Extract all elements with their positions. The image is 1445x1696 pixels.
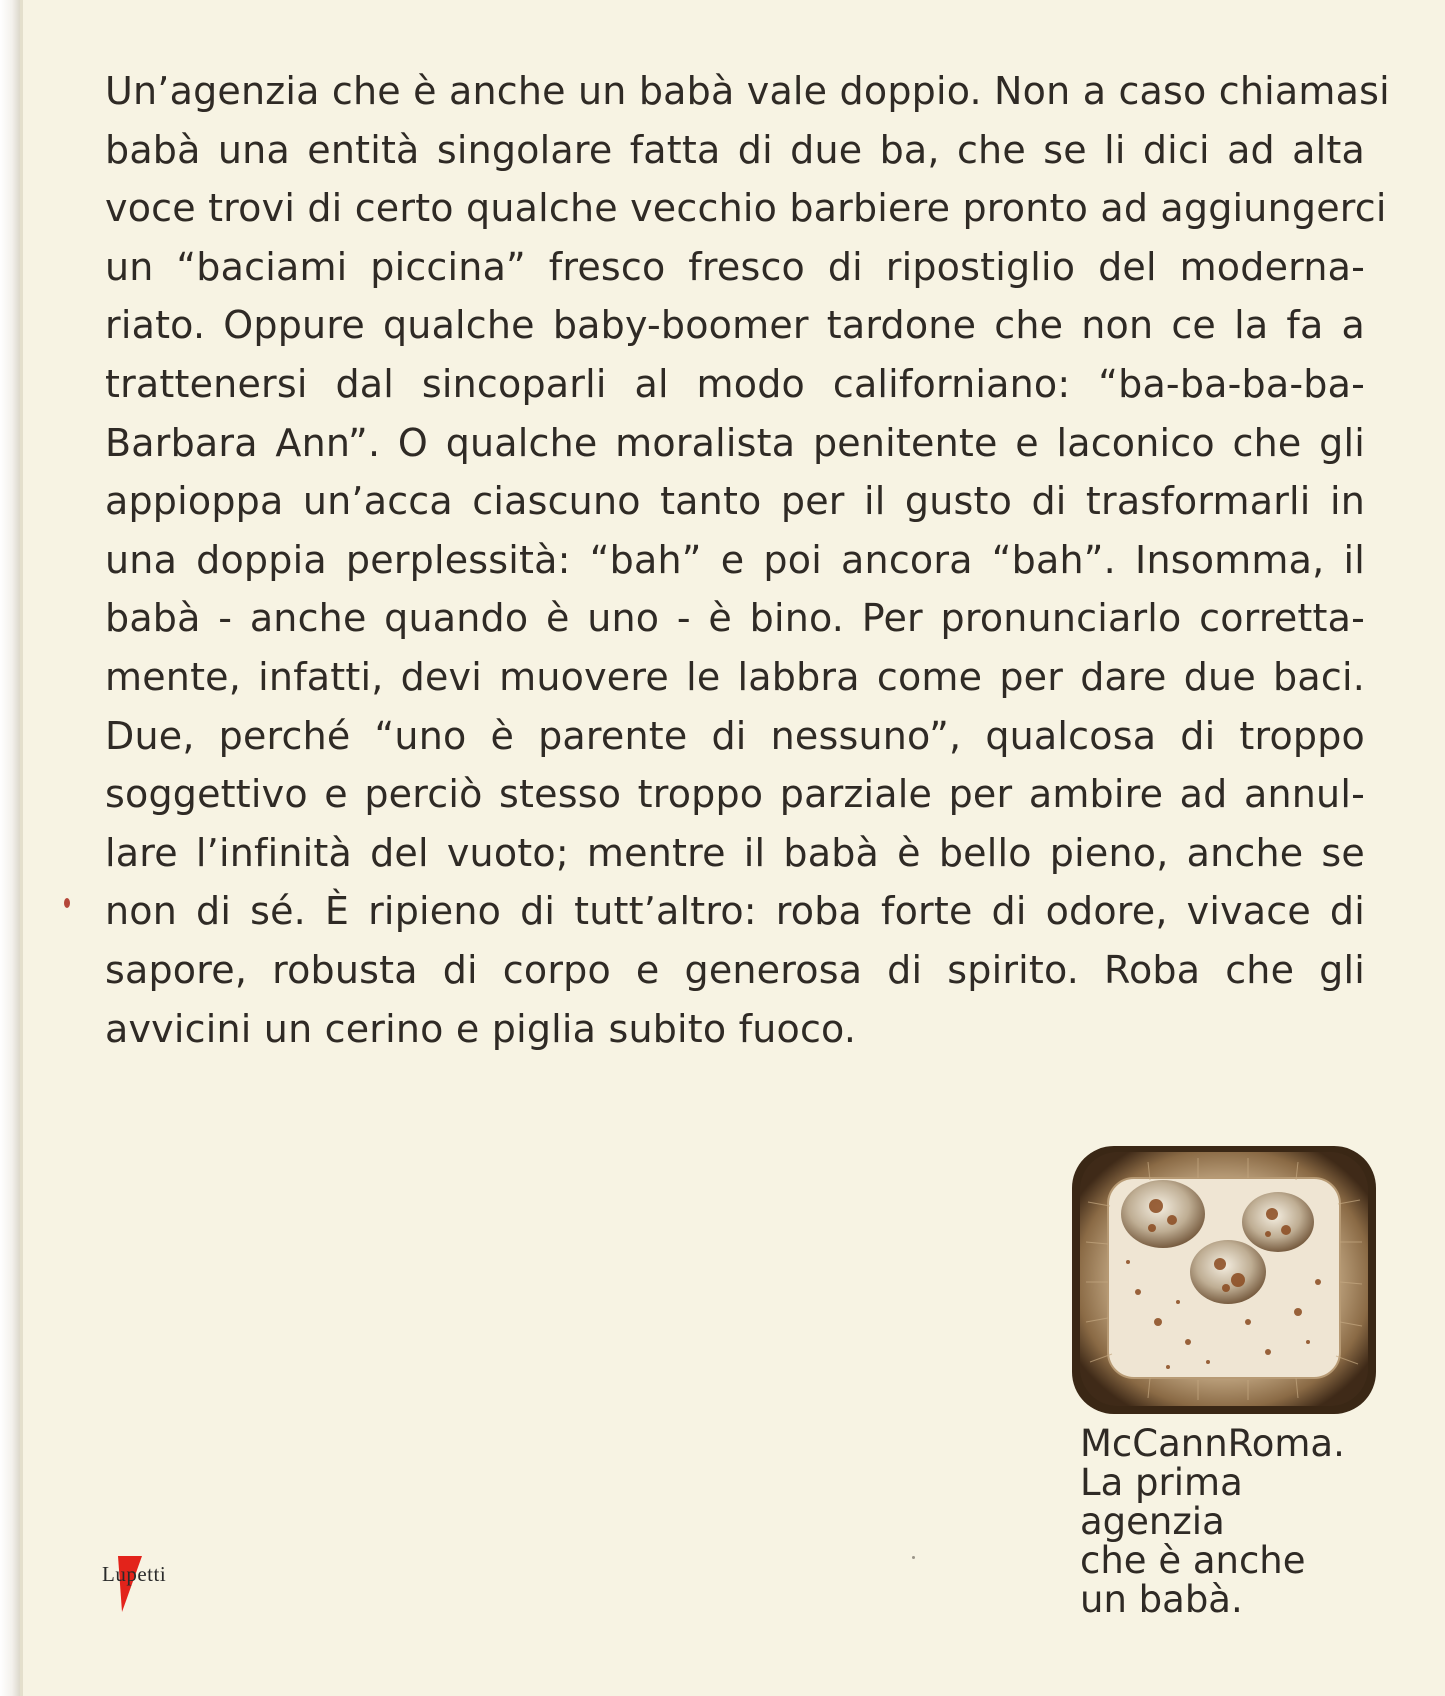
text-line: un “baciami piccina” fresco fresco di ripostiglio del moderna- [105, 244, 1365, 289]
text-line: soggettivo e perciò stesso troppo parziale per ambire ad annul- [105, 772, 1365, 817]
publisher-logo [100, 1554, 210, 1624]
text-line: babà una entità singolare fatta di due ba, che se li dici ad alta [105, 127, 1365, 172]
text-line: avvicini un cerino e piglia subito fuoco. [105, 1006, 857, 1051]
tagline-line: McCannRoma. [1080, 1422, 1345, 1465]
body-paragraph [105, 62, 1390, 1058]
text-line: appioppa un’acca ciascuno tanto per il gusto di trasformarli in [105, 479, 1365, 524]
text-line: una doppia perplessità: “bah” e poi ancora “bah”. Insomma, il [105, 537, 1365, 582]
text-line: trattenersi dal sincoparli al modo californiano: “ba-ba-ba-ba- [105, 361, 1365, 406]
spine-edge [0, 0, 20, 1696]
text-line: riato. Oppure qualche baby-boomer tardone che non ce la fa a [105, 303, 1365, 348]
text-line: mente, infatti, devi muovere le labbra come per dare due baci. [105, 654, 1365, 699]
text-line: babà - anche quando è uno - è bino. Per pronunciarlo corretta- [105, 596, 1365, 641]
text-line: Barbara Ann”. O qualche moralista penitente e laconico che gli [105, 420, 1365, 465]
text-line: Un’agenzia che è anche un babà vale doppio. Non a caso chiamasi [105, 69, 1390, 113]
publisher-name: Lupetti [102, 1562, 167, 1586]
text-line: sapore, robusta di corpo e generosa di spirito. Roba che gli [105, 947, 1365, 992]
text-line: non di sé. È ripieno di tutt’altro: roba forte di odore, vivace di [105, 889, 1365, 934]
tagline [1080, 1424, 1420, 1619]
text-line: lare l’infinità del vuoto; mentre il babà è bello pieno, anche se [105, 830, 1365, 875]
tagline-line: che è anche [1080, 1539, 1306, 1582]
baba-tray-image [1068, 1142, 1380, 1418]
text-line: voce trovi di certo qualche vecchio barbiere pronto ad aggiungerci [105, 186, 1387, 231]
tagline-line: La prima [1080, 1461, 1243, 1504]
tagline-line: un babà. [1080, 1578, 1243, 1621]
paper-speck [912, 1556, 915, 1559]
paper-speck [64, 898, 70, 908]
tagline-line: agenzia [1080, 1500, 1225, 1543]
text-line: Due, perché “uno è parente di nessuno”, qualcosa di troppo [105, 713, 1365, 758]
